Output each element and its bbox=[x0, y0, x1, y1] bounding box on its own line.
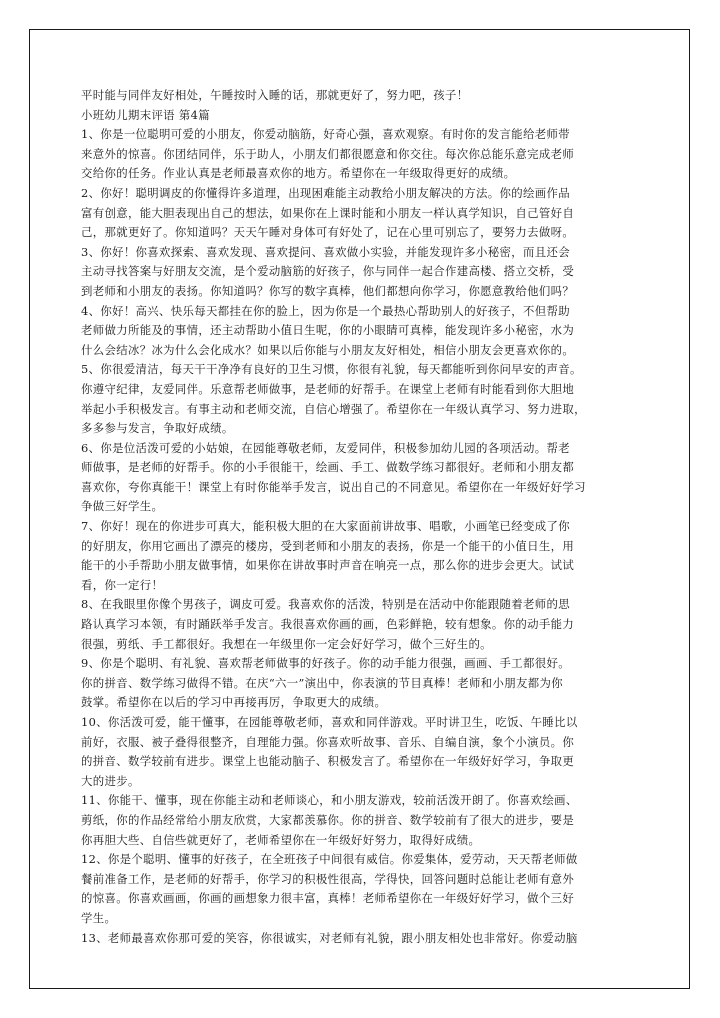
text-line: 8、在我眼里你像个男孩子，调皮可爱。我喜欢你的活泼，特别是在活动中你能跟随着老师的思 bbox=[81, 597, 570, 612]
text-line: 看，你一定行！ bbox=[81, 577, 164, 592]
text-line: 6、你是位活泼可爱的小姑娘，在园能尊敬老师，友爱同伴，积极参加幼儿园的各项活动。帮老 bbox=[81, 440, 570, 455]
text-line: 你再胆大些、自信些就更好了，老师希望你在一年级好好努力，取得好成绩。 bbox=[81, 832, 481, 847]
text-line: 路认真学习本领，有时踊跃举手发言。我很喜欢你画的画，色彩鲜艳，较有想象。你的动手能力 bbox=[81, 617, 575, 632]
text-line: 的惊喜。你喜欢画画，你画的画想象力很丰富，真棒！老师希望你在一年级好好学习，做个三好 bbox=[81, 891, 575, 906]
text-line: 剪纸，你的作品经常给小朋友欣赏，大家都羡慕你。你的拼音、数学较前有了很大的进步，要是 bbox=[81, 812, 575, 827]
text-line: 争做三好学生。 bbox=[81, 499, 164, 514]
text-line: 平时能与同伴友好相处，午睡按时入睡的话，那就更好了，努力吧，孩子！ bbox=[81, 88, 469, 102]
text-line: 很强，剪纸、手工都很好。我想在一年级里你一定会好好学习，做个三好生的。 bbox=[81, 636, 492, 651]
text-line: 主动寻找答案与好朋友交流，是个爱动脑筋的好孩子，你与同伴一起合作建高楼、搭立交桥，受 bbox=[81, 264, 575, 279]
text-line: 11、你能干、懂事，现在你能主动和老师谈心，和小朋友游戏，较前活泼开朗了。你喜欢绘画、 bbox=[81, 793, 578, 808]
text-line: 1、你是一位聪明可爱的小朋友，你爱动脑筋，好奇心强，喜欢观察。有时你的发言能给老师带 bbox=[81, 127, 570, 142]
text-line: 能干的小手帮助小朋友做事情，如果你在讲故事时声音在响亮一点，那么你的进步会更大。试试 bbox=[81, 558, 575, 573]
text-line: 10、你活泼可爱，能干懂事，在园能尊敬老师，喜欢和同伴游戏。平时讲卫生，吃饭、午睡比以 bbox=[81, 715, 578, 729]
text-line: 到老师和小朋友的表扬。你知道吗？你写的数字真棒，他们都想向你学习，你愿意教给他们吗？ bbox=[81, 283, 575, 298]
text-line: 己，那就更好了。你知道吗？天天午睡对身体可有好处了，记在心里可别忘了，要努力去做呀。 bbox=[81, 225, 575, 240]
section-heading: 小班幼儿期末评语 第4篇 bbox=[81, 107, 210, 122]
text-line: 13、老师最喜欢你那可爱的笑容，你很诚实，对老师有礼貌，跟小朋友相处也非常好。你爱动脑 bbox=[81, 930, 578, 945]
text-line: 大的进步。 bbox=[81, 773, 140, 788]
text-line: 交给你的任务。作业认真是老师最喜欢你的地方。希望你在一年级取得更好的成绩。 bbox=[81, 166, 516, 181]
text-line: 12、你是个聪明、懂事的好孩子，在全班孩子中间很有威信。你爱集体，爱劳动，天天帮老师做 bbox=[81, 852, 578, 867]
text-line: 富有创意，能大胆表现出自己的想法，如果你在上课时能和小朋友一样认真学知识，自己管好自 bbox=[81, 205, 575, 220]
text-line: 多多参与发言，争取好成绩。 bbox=[81, 421, 234, 436]
text-line: 学生。 bbox=[81, 910, 117, 925]
text-line: 的拼音、数学较前有进步。课堂上也能动脑子、积极发言了。希望你在一年级好好学习，争取更 bbox=[81, 754, 575, 769]
text-line: 来意外的惊喜。你团结同伴，乐于助人，小朋友们都很愿意和你交往。每次你总能乐意完成老师 bbox=[81, 146, 575, 161]
text-line: 2、你好！聪明调皮的你懂得许多道理，出现困难能主动教给小朋友解决的方法。你的绘画作品 bbox=[81, 185, 570, 200]
text-line: 3、你好！你喜欢探索、喜欢发现、喜欢提问、喜欢做小实验，并能发现许多小秘密，而且还会 bbox=[81, 244, 570, 259]
text-line: 什么会结冰？冰为什么会化成水？如果以后你能与小朋友友好相处，相信小朋友会更喜欢你的。 bbox=[81, 342, 575, 357]
text-line: 喜欢你，夸你真能干！课堂上有时你能举手发言，说出自己的不同意见。希望你在一年级好好学习 bbox=[81, 479, 586, 494]
text-line: 举起小手积极发言。有事主动和老师交流，自信心增强了。希望你在一年级认真学习、努力进取， bbox=[81, 401, 586, 416]
text-line: 你的拼音、数学练习做得不错。在庆“六一”演出中，你表演的节目真棒！老师和小朋友都为你 bbox=[81, 675, 563, 690]
document-body bbox=[81, 86, 641, 948]
text-line: 的好朋友，你用它画出了漂亮的楼房，受到老师和小朋友的表扬，你是一个能干的小值日生，用 bbox=[81, 538, 575, 553]
text-line: 老师做力所能及的事情，还主动帮助小值日生呢，你的小眼睛可真棒，能发现许多小秘密，水为 bbox=[81, 323, 575, 338]
text-line: 4、你好！高兴、快乐每天都挂在你的脸上，因为你是一个最热心帮助别人的好孩子，不但帮助 bbox=[81, 303, 570, 318]
text-line: 7、你好！现在的你进步可真大，能积极大胆的在大家面前讲故事、唱歌，小画笔已经变成了你 bbox=[81, 519, 570, 534]
text-line: 5、你很爱清洁，每天干干净净有良好的卫生习惯，你很有礼貌，每天都能听到你问早安的声音。 bbox=[81, 362, 582, 377]
text-line: 你遵守纪律，友爱同伴。乐意帮老师做事，是老师的好帮手。在课堂上老师有时能看到你大胆地 bbox=[81, 381, 575, 396]
text-line: 前好，衣服、被子叠得很整齐，自理能力强。你喜欢听故事、音乐、自编自演，象个小演员。你 bbox=[81, 734, 575, 749]
text-line: 9、你是个聪明、有礼貌、喜欢帮老师做事的好孩子。你的动手能力很强，画画、手工都很好。 bbox=[81, 656, 570, 671]
text-line: 鼓掌。希望你在以后的学习中再接再厉，争取更大的成绩。 bbox=[81, 695, 387, 710]
text-line: 师做事，是老师的好帮手。你的小手很能干，绘画、手工、做数学练习都很好。老师和小朋友都 bbox=[81, 460, 575, 475]
text-line: 餐前准备工作，是老师的好帮手，你学习的积极性很高，学得快，回答问题时总能让老师有意外 bbox=[81, 871, 575, 886]
